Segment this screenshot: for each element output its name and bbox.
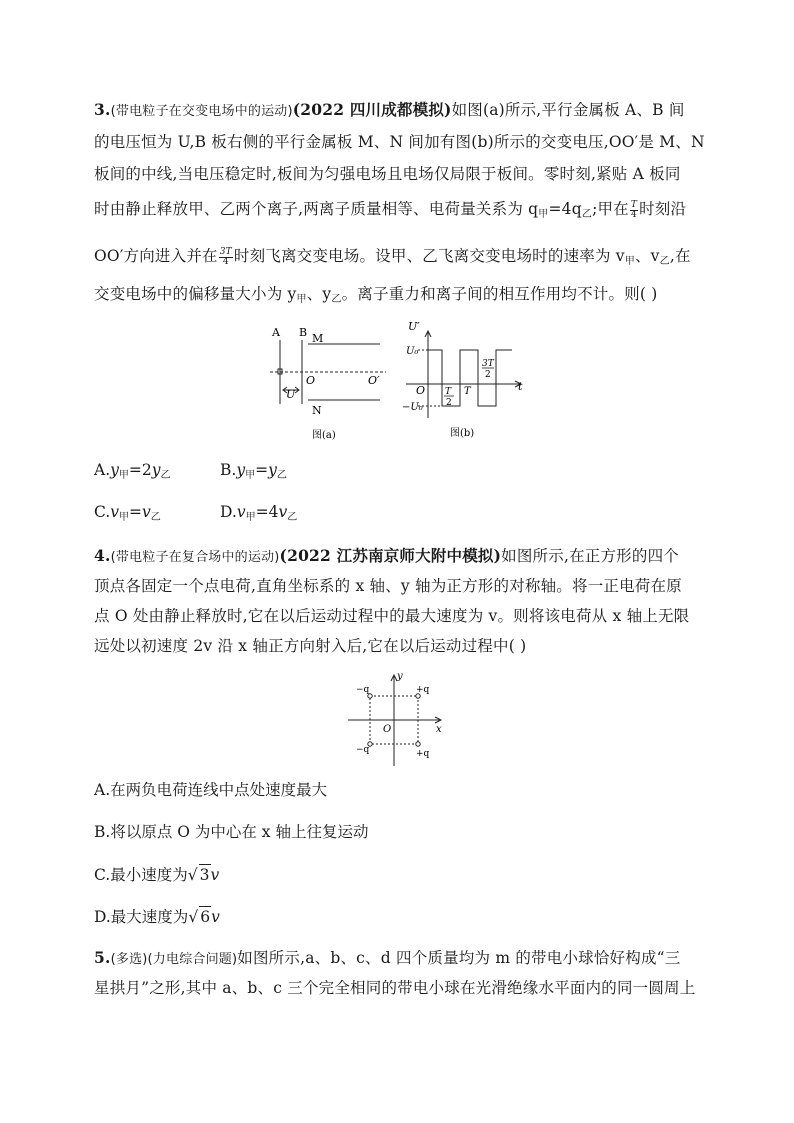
label-N: N <box>312 404 322 417</box>
q3-option-C: $C.v_甲=v_乙$ <box>94 503 161 523</box>
q4-tag: (带电粒子在复合场中的运动) <box>110 550 280 565</box>
q4-option-A: A.在两负电荷连线中点处速度最大 <box>94 781 328 799</box>
q4-line-4: 远处以初速度 2v 沿 x 轴正方向射入后,它在以后运动过程中( ) <box>94 637 527 655</box>
q5-tag: (多选)(力电综合问题) <box>110 952 238 967</box>
label-neg-U0: −U₀ <box>402 402 423 413</box>
charge-top-left: −q <box>356 685 370 695</box>
label-O: O <box>383 724 392 735</box>
label-y: y <box>397 671 403 682</box>
q3-figure-a <box>262 322 390 442</box>
q4-option-C: C.最小速度为√ 3v <box>94 866 220 884</box>
q4-figure <box>344 670 448 770</box>
q4-option-D: D.最大速度为√ 6v <box>94 908 220 926</box>
q3-line-2: 的电压恒为 U,B 板右侧的平行金属板 M、N 间加有图(b)所示的交变电压,OO′是 M、N <box>94 133 705 151</box>
q4-line-3: 点 O 处由静止释放时,它在以后运动过程中的最大速度为 v。则将该电荷从 x 轴上无限 <box>94 607 690 625</box>
q4-line-2: 顶点各固定一个点电荷,直角坐标系的 x 轴、y 轴为正方形的对称轴。将一正电荷在原 <box>94 577 682 595</box>
label-M: M <box>312 332 324 345</box>
label-U0: U₀ <box>406 346 419 357</box>
q3-line-6: 交变电场中的偏移量大小为 $y_甲$、$y_乙$。离子重力和离子间的相互作用均不计。则( ) <box>94 285 658 305</box>
q5-line-1: 5.(多选)(力电综合问题)如图所示,a、b、c、d 四个质量均为 m 的带电小球恰好构成“三 <box>94 948 681 967</box>
q3-option-A: $A.y_甲=2y_乙$ <box>94 461 171 481</box>
q3-source: (2022 四川成都模拟) <box>292 100 452 119</box>
charge-top-right: +q <box>416 685 430 695</box>
label-t: t <box>518 380 523 393</box>
label-O-prime: O′ <box>368 374 380 387</box>
caption-a: 图(a) <box>312 430 336 441</box>
q4-line-1: 4.(带电粒子在复合场中的运动)(2022 江苏南京师大附中模拟)如图所示,在正方形的四个 <box>94 546 679 565</box>
fraction-T-4: $\frac{T}{4}$ <box>630 199 638 220</box>
label-B: B <box>299 326 308 339</box>
label-A: A <box>272 326 280 339</box>
q3-line-1 <box>94 100 706 122</box>
label-U-prime: U′ <box>408 320 420 333</box>
q3-line-4: 时由静止释放甲、乙两个离子,两离子质量相等、电荷量关系为 $q_甲=4q_乙$;甲在 $\frac{T}{4}$ 时刻沿 <box>94 199 687 220</box>
q3-option-B: $B.y_甲=y_乙$ <box>220 461 287 481</box>
label-T2-den: 2 <box>446 398 452 408</box>
q5-number: 5. <box>94 948 111 967</box>
q3-number: 3. <box>94 100 111 119</box>
label-O-b: O <box>416 384 426 397</box>
q5-line-2: 星拱月”之形,其中 a、b、c 三个完全相同的带电小球在光滑绝缘水平面内的同一圆周上 <box>94 979 696 997</box>
charge-bottom-left: −q <box>356 745 370 755</box>
label-O: O <box>306 374 316 387</box>
charge-bottom-right: +q <box>416 749 430 759</box>
q4-number: 4. <box>94 546 111 565</box>
q3-figure-b <box>402 318 542 442</box>
square-wave <box>428 350 512 406</box>
q3-text-1: 如图(a)所示,平行金属板 A、B 间 <box>451 101 685 119</box>
fraction-3T-4: $\frac{3T}{4}$ <box>219 246 232 267</box>
label-x: x <box>436 724 442 735</box>
q4-source: (2022 江苏南京师大附中模拟) <box>279 546 502 565</box>
label-U: U <box>286 388 296 401</box>
label-3T2-den: 2 <box>485 370 491 380</box>
caption-b: 图(b) <box>450 428 475 439</box>
q4-option-B: B.将以原点 O 为中心在 x 轴上往复运动 <box>94 823 369 841</box>
q3-line-3: 板间的中线,当电压稳定时,板间为匀强电场且电场仅局限于板间。零时刻,紧贴 A 板同 <box>94 165 681 183</box>
label-T2-num: T <box>445 387 452 397</box>
q3-tag: (带电粒子在交变电场中的运动) <box>110 104 293 119</box>
label-3T2-num: 3T <box>482 359 494 369</box>
label-T: T <box>464 386 471 397</box>
q3-line-5: OO′方向进入并在 $\frac{3T}{4}$ 时刻飞离交变电场。设甲、乙飞离交变电场时的速率为 $v_甲$、$v_乙$,在 <box>94 246 691 267</box>
q3-option-D: $D.v_甲=4v_乙$ <box>220 503 298 523</box>
